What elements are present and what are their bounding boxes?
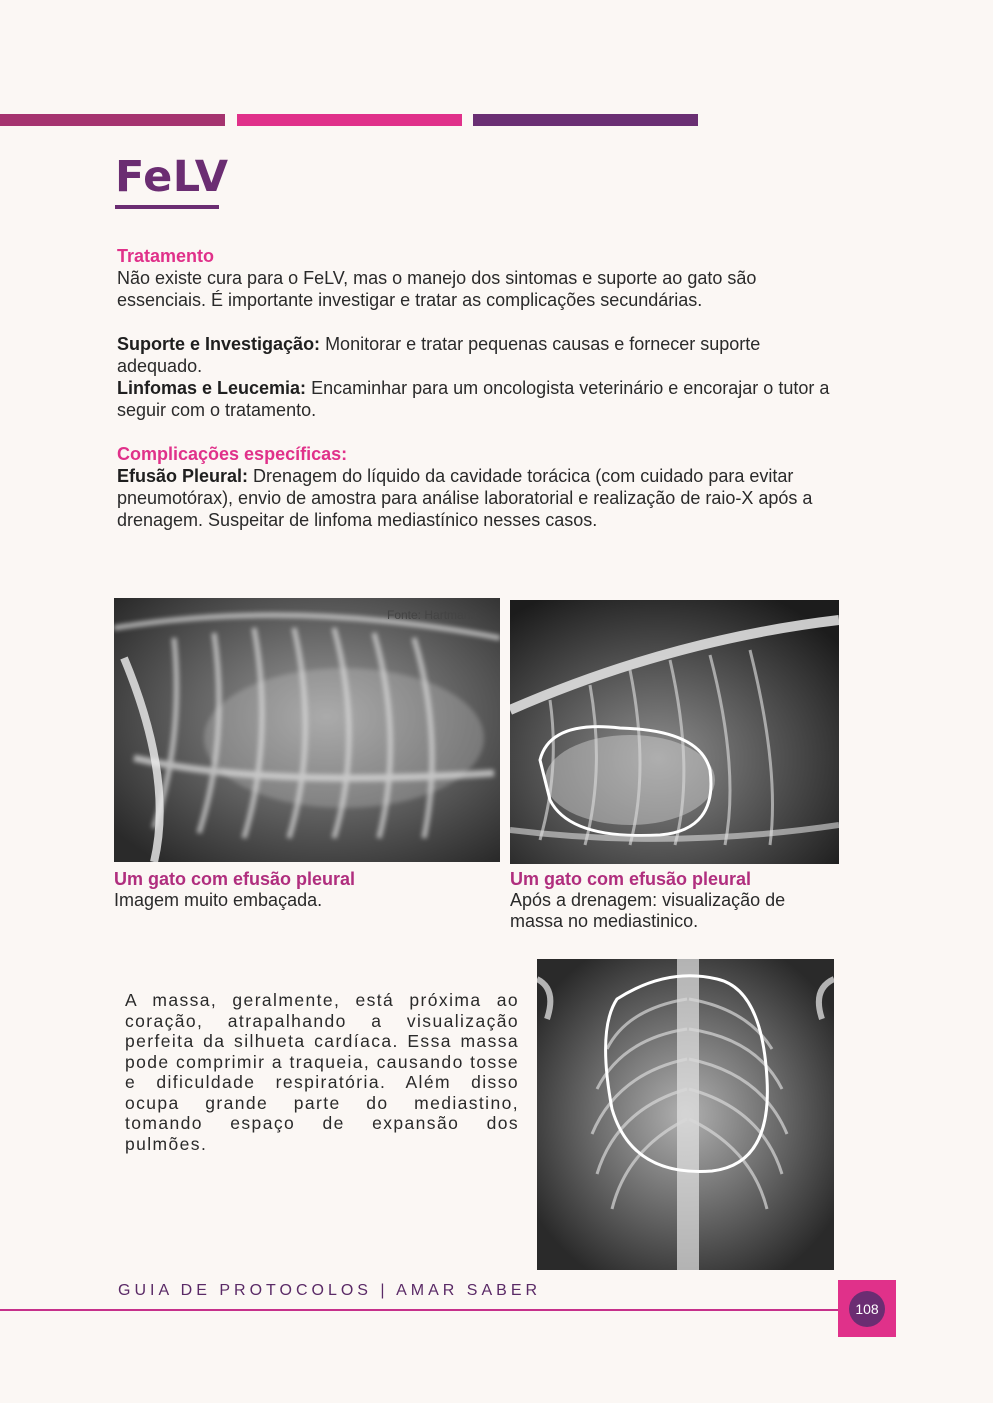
image-source-credit: Fonte: Hartmann (387, 608, 478, 622)
header-bar-3 (473, 114, 698, 126)
tratamento-section (117, 245, 845, 311)
xray-lateral-drained (510, 600, 839, 864)
efusao-paragraph (117, 465, 845, 531)
linfomas-label: Linfomas e Leucemia: (117, 378, 307, 398)
complicacoes-section (117, 443, 845, 531)
caption-image-1 (114, 869, 355, 911)
tratamento-heading: Tratamento (117, 246, 215, 266)
caption-1-text: Imagem muito embaçada. (114, 890, 323, 910)
header-bar-1 (0, 114, 225, 126)
caption-1-title: Um gato com efusão pleural (114, 869, 356, 889)
title-underline (115, 205, 219, 209)
linfomas-text: Encaminhar para um oncologista veterinário e encorajar o tutor a seguir com o tratamento. (117, 378, 830, 420)
footer-line (0, 1309, 838, 1311)
suporte-text: Monitorar e tratar pequenas causas e fornecer suporte adequado. (117, 334, 761, 376)
xray-ventrodorsal (537, 959, 834, 1270)
caption-2-title: Um gato com efusão pleural (510, 869, 752, 889)
linfomas-paragraph (117, 377, 845, 421)
caption-2-text: Após a drenagem: visualização de massa no mediastinico. (510, 890, 786, 931)
suporte-paragraph (117, 333, 845, 377)
footer-guide-title: GUIA DE PROTOCOLOS | AMAR SABER (118, 1282, 542, 1299)
efusao-text: Drenagem do líquido da cavidade torácica (com cuidado para evitar pneumotórax), envio de amostra para análise laboratorial e realização de raio-X após a drenagem. Suspeitar de linfoma mediastínico nesses casos. (117, 466, 813, 530)
complicacoes-heading: Complicações específicas: (117, 444, 348, 464)
efusao-label: Efusão Pleural: (117, 466, 249, 486)
suporte-section (117, 333, 845, 421)
xray-lateral-blurry (114, 598, 500, 862)
tratamento-text: Não existe cura para o FeLV, mas o manejo dos sintomas e suporte ao gato são essenciais. É importante investigar e tratar as complicações secundárias. (117, 268, 757, 310)
mass-description-paragraph: A massa, geralmente, está próxima ao coração, atrapalhando a visualização perfeita da silhueta cardíaca. Essa massa pode comprimir a traqueia, causando tosse e dificuldade respiratória. Além disso ocupa grande parte do mediastino, tomando espaço de expansão dos pulmões. (125, 990, 519, 1154)
page-number: 108 (849, 1291, 885, 1327)
header-bar-2 (237, 114, 462, 126)
suporte-label: Suporte e Investigação: (117, 334, 321, 354)
page-title: FeLV (115, 152, 229, 202)
caption-image-2 (510, 869, 839, 932)
